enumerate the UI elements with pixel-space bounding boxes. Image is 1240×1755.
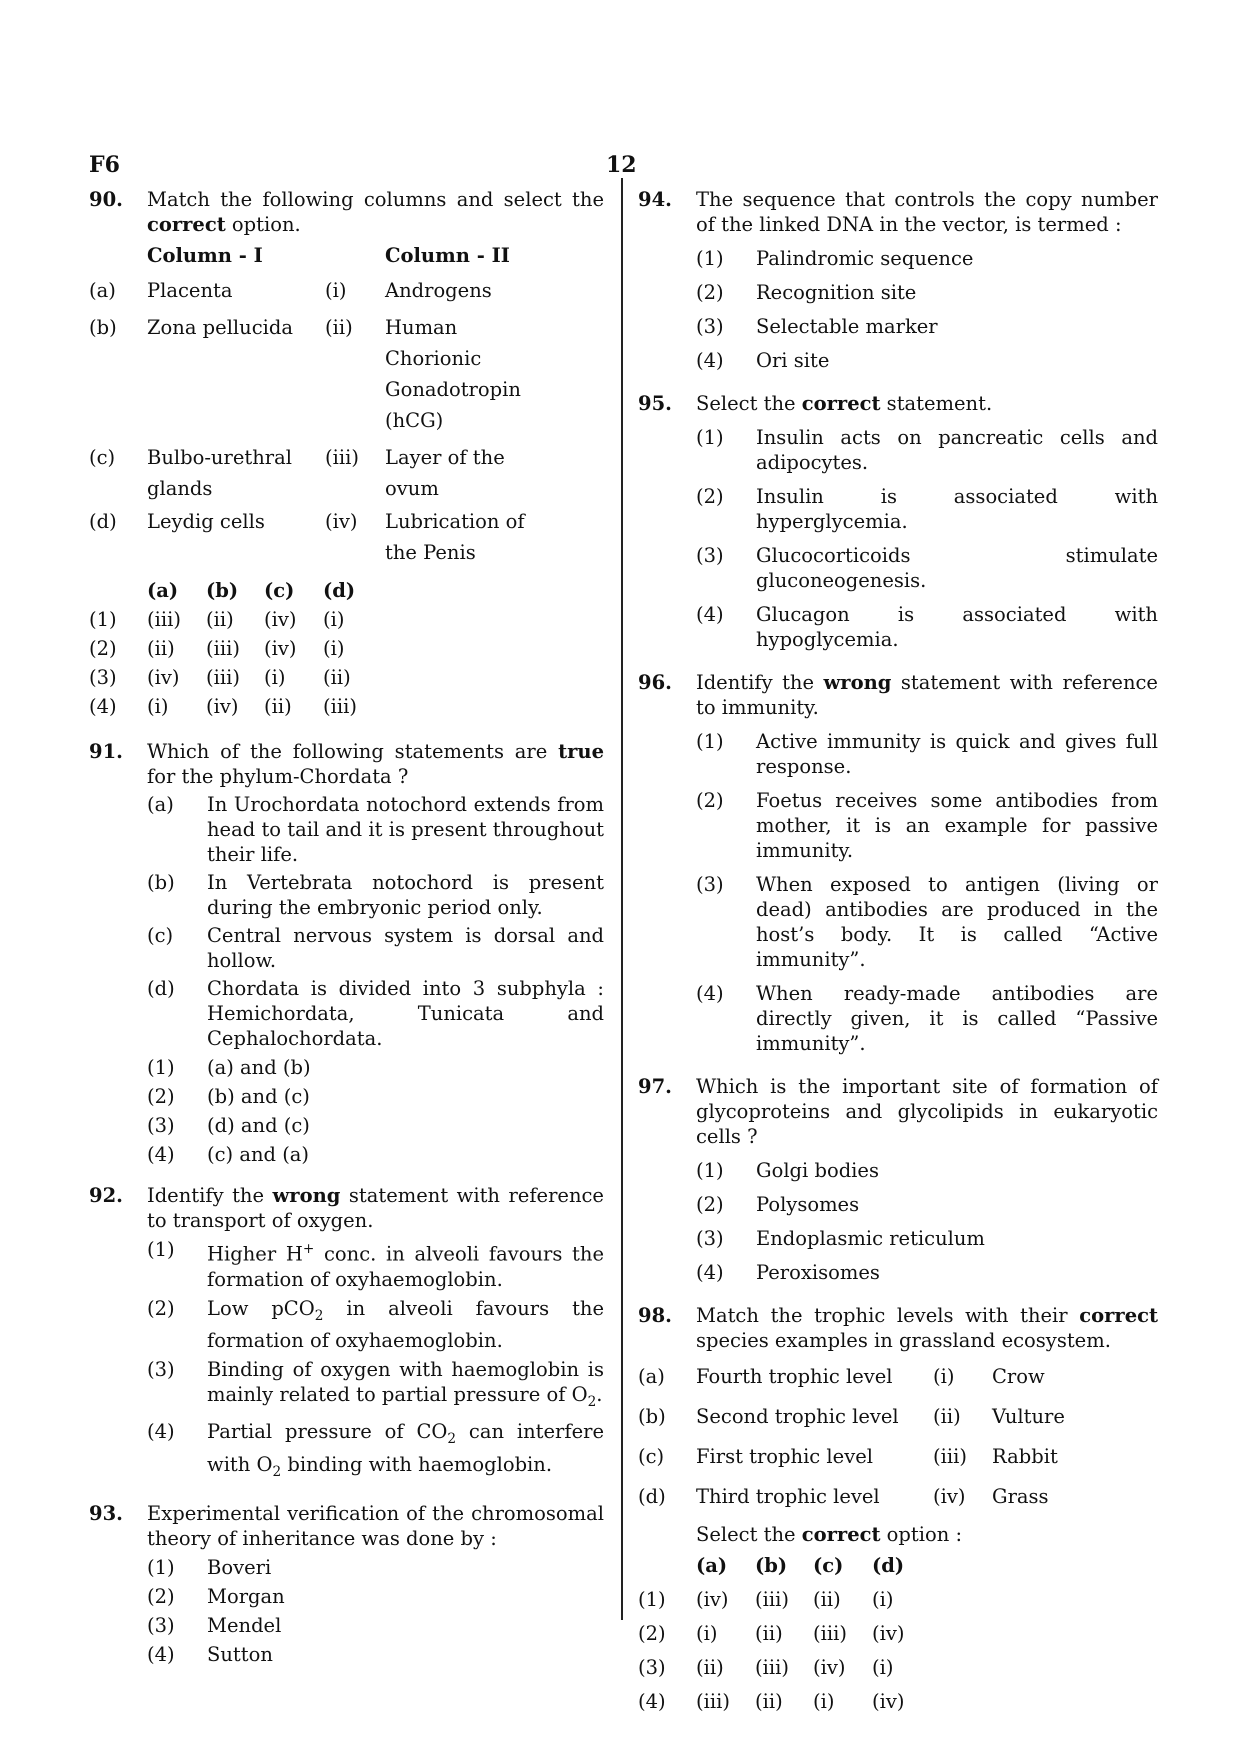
option-text: When exposed to antigen (living or dead) antibodies are produced in the host’s body. It is called “Active immunity”. [756,873,1158,971]
question-text: Identify the wrong statement with reference to transport of oxygen. [147,1184,604,1232]
answer-value: (iv) [147,666,180,689]
match-cell: (a) [638,1365,665,1388]
option-text: Palindromic sequence [756,247,974,270]
option-text: (b) and (c) [207,1085,310,1108]
option-label: (4) [147,1143,175,1166]
match-cell: Zona pellucida [147,316,293,339]
answer-option-number: (2) [89,637,117,660]
answer-value: (ii) [264,695,292,718]
match-grid [638,1361,1132,1518]
right-column [638,187,1158,1723]
option-text: Morgan [207,1585,285,1609]
answer-value: (iv) [264,637,297,660]
option-item [638,1158,1158,1183]
option-text: In Vertebrata notochord is present during the embryonic period only. [207,871,604,919]
option-item [89,976,604,1051]
option-label: (3) [696,1227,724,1250]
option-label: (4) [147,1643,175,1667]
option-item [638,280,1158,305]
answer-value: (iii) [206,637,240,660]
answer-value: (iii) [755,1588,789,1611]
option-text: Golgi bodies [756,1159,879,1182]
option-text: Endoplasmic reticulum [756,1227,985,1250]
option-label: (3) [147,1358,175,1382]
option-text: Peroxisomes [756,1261,880,1284]
option-item [89,1113,604,1138]
match-header-row [89,243,550,275]
option-label: (4) [696,349,724,372]
match-cell: (ii) [325,316,353,339]
option-text: (c) and (a) [207,1143,310,1166]
option-label: (2) [696,789,724,812]
match-table [89,243,604,570]
option-label: (4) [696,982,724,1005]
option-text: (d) and (c) [207,1114,310,1137]
answer-column-header: (b) [206,579,239,602]
question-text: Identify the wrong statement with reference to immunity. [696,671,1158,719]
option-label: (2) [696,485,724,508]
option-label: (2) [147,1296,175,1320]
question-number: 97. [638,1075,672,1098]
column-header: Column - II [385,244,510,267]
answer-value: (ii) [323,666,351,689]
answer-value: (iv) [696,1588,729,1611]
option-text: Low pCO$_2$ in alveoli favours the formation of oxyhaemoglobin. [207,1296,604,1353]
match-cell: Bulbo-urethral glands [147,446,292,500]
question-number: 98. [638,1304,672,1327]
match-cell: Rabbit [992,1445,1058,1468]
answer-option-row[interactable] [638,1587,930,1621]
match-cell: Second trophic level [696,1405,899,1428]
answer-column-header: (a) [147,579,179,602]
question-text: Match the trophic levels with their correct species examples in grassland ecosystem. [696,1304,1158,1352]
answer-value: (ii) [813,1588,841,1611]
option-item [89,1357,604,1415]
match-row [89,442,550,506]
question-91 [89,739,604,1167]
column-header: Column - I [147,244,263,267]
option-item [89,870,604,920]
option-list [89,1055,604,1167]
option-label: (1) [147,1556,175,1580]
question-94 [638,187,1158,373]
match-cell: (i) [933,1365,955,1388]
option-item [89,1084,604,1109]
answer-column-header: (c) [813,1554,844,1577]
match-cell: (d) [638,1485,666,1508]
match-cell: (c) [89,446,116,469]
question-95 [638,391,1158,652]
answer-value: (ii) [147,637,175,660]
match-cell: Fourth trophic level [696,1365,893,1388]
match-row [638,1481,1132,1518]
option-list [638,1158,1158,1285]
answer-option-number: (1) [89,608,117,631]
answer-option-number: (4) [89,695,117,718]
question-text: Match the following columns and select the correct option. [147,188,604,236]
option-text: When ready-made antibodies are directly given, it is called “Passive immunity”. [756,982,1158,1055]
answer-option-number: (4) [638,1690,666,1713]
option-item [89,1296,604,1354]
answer-option-row[interactable] [89,636,381,665]
answer-option-row[interactable] [89,665,381,694]
match-row [638,1361,1132,1401]
option-item [638,543,1158,593]
option-item [638,1226,1158,1251]
match-cell: (iii) [933,1445,967,1468]
option-text: Boveri [207,1556,272,1580]
match-cell: Vulture [992,1405,1065,1428]
match-cell: (d) [89,510,117,533]
option-text: Binding of oxygen with haemoglobin is mainly related to partial pressure of $O_2$. [207,1358,604,1411]
answer-value: (iii) [696,1690,730,1713]
option-label: (3) [147,1114,175,1137]
option-text: Ori site [756,349,830,372]
question-number: 96. [638,671,672,694]
option-label: (2) [147,1085,175,1108]
option-item [89,1237,604,1292]
answer-column-header: (a) [696,1554,728,1577]
answer-value: (iii) [813,1622,847,1645]
answer-column-header: (c) [264,579,295,602]
option-item [89,1613,604,1638]
option-list [638,246,1158,373]
option-item [89,1142,604,1167]
option-item [638,788,1158,863]
option-item [638,484,1158,534]
answer-value: (iv) [813,1656,846,1679]
answer-header-row [89,578,381,607]
option-text: Glucagon is associated with hypoglycemia. [756,603,1158,651]
select-prompt: Select the correct option : [696,1523,963,1546]
option-text: Insulin is associated with hyperglycemia. [756,485,1158,533]
match-row [638,1401,1132,1441]
answer-header-row [638,1553,930,1587]
match-cell: (iv) [325,510,358,533]
option-text: Active immunity is quick and gives full response. [756,730,1158,778]
answer-value: (iii) [206,666,240,689]
answer-value: (i) [147,695,169,718]
answer-value: (iv) [872,1622,905,1645]
match-cell: Grass [992,1485,1049,1508]
answer-value: (i) [323,608,345,631]
answer-value: (iii) [755,1656,789,1679]
option-item [89,1419,604,1485]
question-text: Which is the important site of formation of glycoproteins and glycolipids in eukaryotic cells ? [696,1075,1158,1148]
match-row [638,1441,1132,1481]
answer-value: (i) [872,1588,894,1611]
answer-column-header: (d) [323,579,356,602]
match-cell: Lubrication of the Penis [385,510,525,564]
answer-options [638,1553,1158,1723]
option-list [89,1237,604,1485]
question-text: The sequence that controls the copy number of the linked DNA in the vector, is termed : [696,188,1158,236]
option-item [89,1584,604,1609]
question-96 [638,670,1158,1056]
option-item [89,1555,604,1580]
answer-option-number: (2) [638,1622,666,1645]
answer-grid [89,578,381,723]
answer-option-row[interactable] [89,694,381,723]
left-column [89,187,604,1667]
option-label: (1) [696,426,724,449]
spacer [89,578,147,607]
question-number: 94. [638,188,672,211]
option-item [89,1642,604,1667]
option-label: (4) [696,603,724,626]
option-text: Polysomes [756,1193,860,1216]
answer-option-row[interactable] [89,607,381,636]
match-cell: (i) [325,279,347,302]
option-item [638,729,1158,779]
question-93 [89,1501,604,1667]
option-label: (c) [147,924,174,947]
option-label: (d) [147,977,175,1000]
match-table [638,1361,1158,1518]
option-item [638,1192,1158,1217]
option-list [89,1555,604,1667]
spacer [325,243,385,275]
spacer [89,243,147,275]
question-number: 93. [89,1502,123,1526]
match-row [89,275,550,312]
paper-code: F6 [89,152,120,178]
question-number: 91. [89,740,123,763]
answer-options [89,578,604,723]
option-text: Chordata is divided into 3 subphyla : Hemichordata, Tunicata and Cephalochordata. [207,977,604,1050]
match-cell: Layer of the ovum [385,446,505,500]
option-label: (4) [147,1420,175,1444]
match-cell: Human Chorionic Gonadotropin (hCG) [385,316,521,432]
option-label: (a) [147,793,174,816]
answer-value: (i) [872,1656,894,1679]
option-item [89,792,604,867]
match-row [89,312,550,442]
match-cell: (a) [89,279,116,302]
option-label: (b) [147,871,175,894]
option-text: (a) and (b) [207,1056,311,1079]
option-label: (2) [147,1585,175,1609]
answer-value: (iii) [323,695,357,718]
answer-value: (ii) [206,608,234,631]
question-number: 90. [89,188,123,211]
match-cell: (b) [638,1405,666,1428]
answer-option-number: (3) [89,666,117,689]
option-text: Sutton [207,1643,273,1667]
option-text: Mendel [207,1614,282,1638]
option-list [638,729,1158,1056]
option-label: (1) [696,247,724,270]
column-divider [621,178,623,1620]
option-text: Foetus receives some antibodies from mother, it is an example for passive immunity. [756,789,1158,862]
answer-option-row[interactable] [638,1621,930,1655]
match-cell: Third trophic level [696,1485,880,1508]
answer-option-number: (1) [638,1588,666,1611]
match-cell: (iii) [325,446,359,469]
option-item [638,1260,1158,1285]
answer-value: (ii) [755,1622,783,1645]
answer-value: (i) [696,1622,718,1645]
option-text: In Urochordata notochord extends from head to tail and it is present throughout their life. [207,793,604,866]
statement-list [89,792,604,1051]
option-item [638,425,1158,475]
question-text: Which of the following statements are true for the phylum-Chordata ? [147,740,604,788]
match-cell: Androgens [385,279,492,302]
match-cell: First trophic level [696,1445,873,1468]
option-list [638,425,1158,652]
option-text: Glucocorticoids stimulate gluconeogenesis. [756,544,1158,592]
answer-option-row[interactable] [638,1689,930,1723]
match-cell: (b) [89,316,117,339]
question-number: 92. [89,1184,123,1207]
option-item [638,246,1158,271]
answer-value: (i) [813,1690,835,1713]
option-item [89,1055,604,1080]
answer-value: (ii) [755,1690,783,1713]
match-grid [89,243,550,570]
match-cell: (ii) [933,1405,961,1428]
question-98 [638,1303,1158,1723]
option-text: Recognition site [756,281,917,304]
answer-grid [638,1553,930,1723]
option-label: (1) [147,1056,175,1079]
match-cell: (iv) [933,1485,966,1508]
option-label: (4) [696,1261,724,1284]
page-number: 12 [606,152,637,178]
option-item [638,872,1158,972]
option-label: (1) [147,1238,175,1261]
option-item [638,981,1158,1056]
option-text: Insulin acts on pancreatic cells and adipocytes. [756,426,1158,474]
option-label: (3) [696,873,724,896]
match-cell: Placenta [147,279,233,302]
option-label: (1) [696,1159,724,1182]
question-text: Select the correct statement. [696,392,993,415]
question-text: Experimental verification of the chromosomal theory of inheritance was done by : [147,1502,604,1551]
question-97 [638,1074,1158,1285]
option-label: (3) [147,1614,175,1638]
match-row [89,506,550,570]
option-item [638,602,1158,652]
answer-column-header: (d) [872,1554,905,1577]
option-text: Selectable marker [756,315,938,338]
option-label: (3) [696,315,724,338]
match-cell: Leydig cells [147,510,265,533]
option-text: Central nervous system is dorsal and hollow. [207,924,604,972]
question-90 [89,187,604,723]
option-text: Higher H+ conc. in alveoli favours the formation of oxyhaemoglobin. [207,1241,604,1291]
question-92 [89,1183,604,1485]
option-label: (2) [696,281,724,304]
answer-column-header: (b) [755,1554,788,1577]
option-label: (2) [696,1193,724,1216]
answer-value: (ii) [696,1656,724,1679]
answer-value: (i) [264,666,286,689]
option-label: (1) [696,730,724,753]
answer-option-number: (3) [638,1656,666,1679]
answer-value: (iv) [206,695,239,718]
option-item [638,348,1158,373]
option-text: Partial pressure of $CO_2$ can interfere with $O_2$ binding with haemoglobin. [207,1420,604,1481]
option-item [89,923,604,973]
question-number: 95. [638,392,672,415]
answer-value: (iv) [264,608,297,631]
match-cell: (c) [638,1445,665,1468]
option-label: (3) [696,544,724,567]
match-cell: Crow [992,1365,1045,1388]
option-item [638,314,1158,339]
answer-option-row[interactable] [638,1655,930,1689]
answer-value: (i) [323,637,345,660]
spacer [638,1553,696,1587]
answer-value: (iii) [147,608,181,631]
answer-value: (iv) [872,1690,905,1713]
